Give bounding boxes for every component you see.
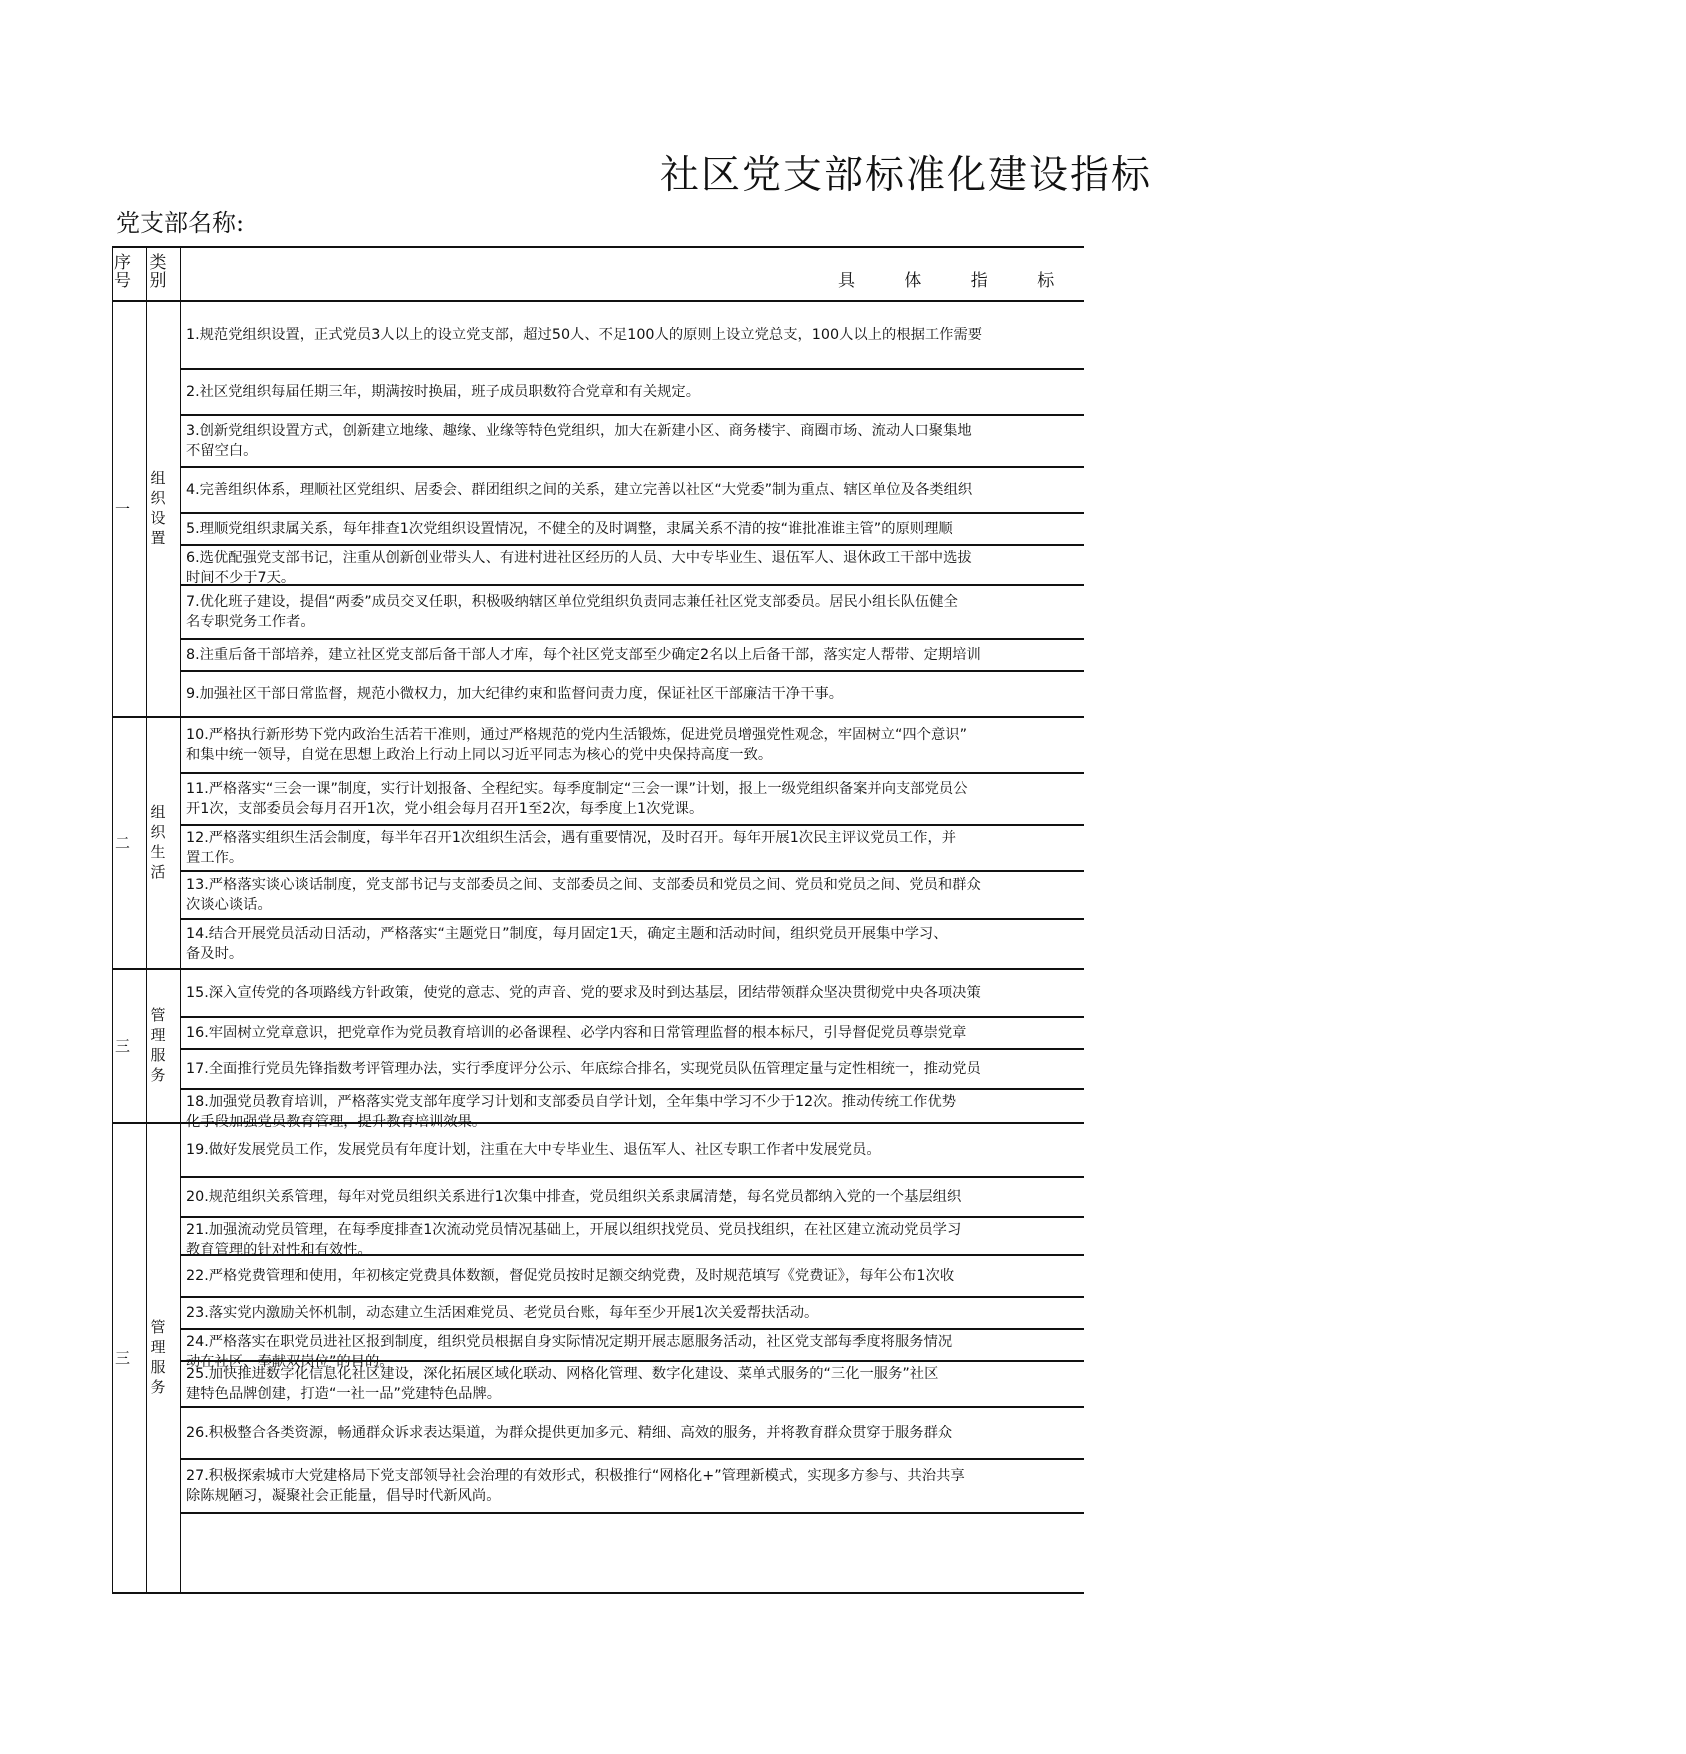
indicator-row (180, 586, 1084, 638)
indicator-row (180, 514, 1084, 544)
group-category: 组 织 生 活 (150, 803, 166, 881)
indicator-row (180, 1460, 1084, 1512)
indicator-text: 22.严格党费管理和使用，年初核定党费具体数额，督促党员按时足额交纳党费，及时规范填写《党费证》，每年公布1次收 (186, 1268, 955, 1284)
indicator-row (180, 1298, 1084, 1328)
group-category: 组 织 设 置 (150, 469, 166, 547)
indicator-row (180, 416, 1084, 466)
indicator-row (180, 1408, 1084, 1458)
indicator-row (180, 546, 1084, 584)
indicator-text: 11.严格落实“三会一课”制度，实行计划报备、全程纪实。每季度制定“三会一课”计划，报上一级党组织备案并向支部党员公 开1次，支部委员会每月召开1次，党小组会每月召开1至2次，每季度上1次党课。 (186, 781, 968, 817)
indicator-row (180, 468, 1084, 512)
header-seq: 序 号 (114, 253, 131, 291)
indicator-row (180, 872, 1084, 918)
indicator-row (180, 1218, 1084, 1258)
indicator-text: 26.积极整合各类资源，畅通群众诉求表达渠道，为群众提供更加多元、精细、高效的服务，并将教育群众贯穿于服务群众 (186, 1425, 953, 1441)
indicator-text: 10.严格执行新形势下党内政治生活若干准则，通过严格规范的党内生活锻炼，促进党员增强党性观念，牢固树立“四个意识” 和集中统一领导，自觉在思想上政治上行动上同以习近平同志为核心的党中央保持高度一致。 (186, 727, 967, 763)
indicator-row (180, 1256, 1084, 1296)
group-seq: 一 (114, 500, 130, 518)
indicator-text: 17.全面推行党员先锋指数考评管理办法，实行季度评分公示、年底综合排名，实现党员队伍管理定量与定性相统一，推动党员 (186, 1061, 981, 1077)
indicator-text: 13.严格落实谈心谈话制度，党支部书记与支部委员之间、支部委员之间、支部委员和党员之间、党员和党员之间、党员和群众 次谈心谈话。 (186, 877, 981, 913)
indicator-text: 4.完善组织体系，理顺社区党组织、居委会、群团组织之间的关系，建立完善以社区“大党委”制为重点、辖区单位及各类组织 (186, 482, 973, 498)
indicator-text: 16.牢固树立党章意识，把党章作为党员教育培训的必备课程、必学内容和日常管理监督的根本标尺，引导督促党员尊崇党章 (186, 1025, 967, 1041)
indicator-text: 2.社区党组织每届任期三年，期满按时换届，班子成员职数符合党章和有关规定。 (186, 384, 701, 400)
indicator-row (180, 718, 1084, 772)
indicator-text: 14.结合开展党员活动日活动，严格落实“主题党日”制度，每月固定1天，确定主题和活动时间，组织党员开展集中学习、 备及时。 (186, 926, 948, 962)
indicator-row (180, 672, 1084, 716)
indicator-text: 12.严格落实组织生活会制度，每半年召开1次组织生活会，遇有重要情况，及时召开。每年开展1次民主评议党员工作，并 置工作。 (186, 830, 957, 866)
indicator-row (180, 370, 1084, 414)
indicator-row (180, 1330, 1084, 1370)
indicator-table (112, 246, 1084, 1594)
indicator-text: 6.选优配强党支部书记，注重从创新创业带头人、有进村进社区经历的人员、大中专毕业生、退伍军人、退休政工干部中选拔 时间不少于7天。 (186, 550, 972, 586)
indicator-row (180, 1050, 1084, 1088)
indicator-text: 21.加强流动党员管理，在每季度排查1次流动党员情况基础上，开展以组织找党员、党员找组织，在社区建立流动党员学习 教育管理的针对性和有效性。 (186, 1222, 962, 1258)
indicator-row (180, 640, 1084, 670)
indicator-row (180, 826, 1084, 870)
indicator-row (180, 1124, 1084, 1176)
group-category: 管 理 服 务 (150, 1318, 166, 1396)
indicator-text: 1.规范党组织设置，正式党员3人以上的设立党支部，超过50人、不足100人的原则上设立党总支，100人以上的根据工作需要 (186, 327, 983, 343)
indicator-text: 20.规范组织关系管理，每年对党员组织关系进行1次集中排查，党员组织关系隶属清楚，每名党员都纳入党的一个基层组织 (186, 1189, 962, 1205)
indicator-text: 24.严格落实在职党员进社区报到制度，组织党员根据自身实际情况定期开展志愿服务活动，社区党支部每季度将服务情况 动在社区、奉献双岗位”的目的。 (186, 1334, 953, 1370)
branch-name-label: 党支部名称: (116, 209, 245, 237)
indicator-text: 8.注重后备干部培养，建立社区党支部后备干部人才库，每个社区党支部至少确定2名以上后备干部，落实定人帮带、定期培训 (186, 647, 981, 663)
indicator-text: 27.积极探索城市大党建格局下党支部领导社会治理的有效形式，积极推行“网格化+”管理新模式，实现多方参与、共治共享 除陈规陋习，凝聚社会正能量，倡导时代新风尚。 (186, 1468, 965, 1504)
indicator-row (180, 920, 1084, 968)
indicator-text: 19.做好发展党员工作，发展党员有年度计划，注重在大中专毕业生、退伍军人、社区专职工作者中发展党员。 (186, 1142, 881, 1158)
group-seq: 二 (114, 834, 130, 852)
indicator-row (180, 1018, 1084, 1048)
header-indicator: 具 体 指 标 (838, 271, 1077, 291)
group-seq: 三 (114, 1349, 130, 1367)
indicator-text: 15.深入宣传党的各项路线方针政策，使党的意志、党的声音、党的要求及时到达基层，团结带领群众坚决贯彻党中央各项决策 (186, 985, 981, 1001)
indicator-row (180, 1178, 1084, 1216)
header-category: 类 别 (149, 253, 167, 291)
indicator-row (180, 774, 1084, 824)
indicator-row (180, 970, 1084, 1016)
indicator-text: 3.创新党组织设置方式，创新建立地缘、趣缘、业缘等特色党组织，加大在新建小区、商务楼宇、商圈市场、流动人口聚集地 不留空白。 (186, 423, 972, 459)
indicator-row (180, 1362, 1084, 1406)
group-seq: 三 (114, 1037, 130, 1055)
indicator-text: 7.优化班子建设，提倡“两委”成员交叉任职，积极吸纳辖区单位党组织负责同志兼任社区党支部委员。居民小组长队伍健全 名专职党务工作者。 (186, 594, 958, 630)
indicator-text: 25.加快推进数字化信息化社区建设，深化拓展区域化联动、网格化管理、数字化建设、菜单式服务的“三化一服务”社区 建特色品牌创建，打造“一社一品”党建特色品牌。 (186, 1366, 939, 1402)
indicator-text: 23.落实党内激励关怀机制，动态建立生活困难党员、老党员台账，每年至少开展1次关爱帮扶活动。 (186, 1305, 819, 1321)
indicator-row (180, 302, 1084, 368)
indicator-row (180, 1090, 1084, 1130)
document-title: 社区党支部标准化建设指标 (660, 153, 1153, 198)
indicator-text: 5.理顺党组织隶属关系，每年排查1次党组织设置情况，不健全的及时调整，隶属关系不清的按“谁批准谁主管”的原则理顺 (186, 521, 953, 537)
indicator-text: 18.加强党员教育培训，严格落实党支部年度学习计划和支部委员自学计划，全年集中学习不少于12次。推动传统工作优势 化手段加强党员教育管理，提升教育培训效果。 (186, 1094, 957, 1130)
indicator-text: 9.加强社区干部日常监督，规范小微权力，加大纪律约束和监督问责力度，保证社区干部廉洁干净干事。 (186, 686, 843, 702)
group-category: 管 理 服 务 (150, 1006, 166, 1084)
